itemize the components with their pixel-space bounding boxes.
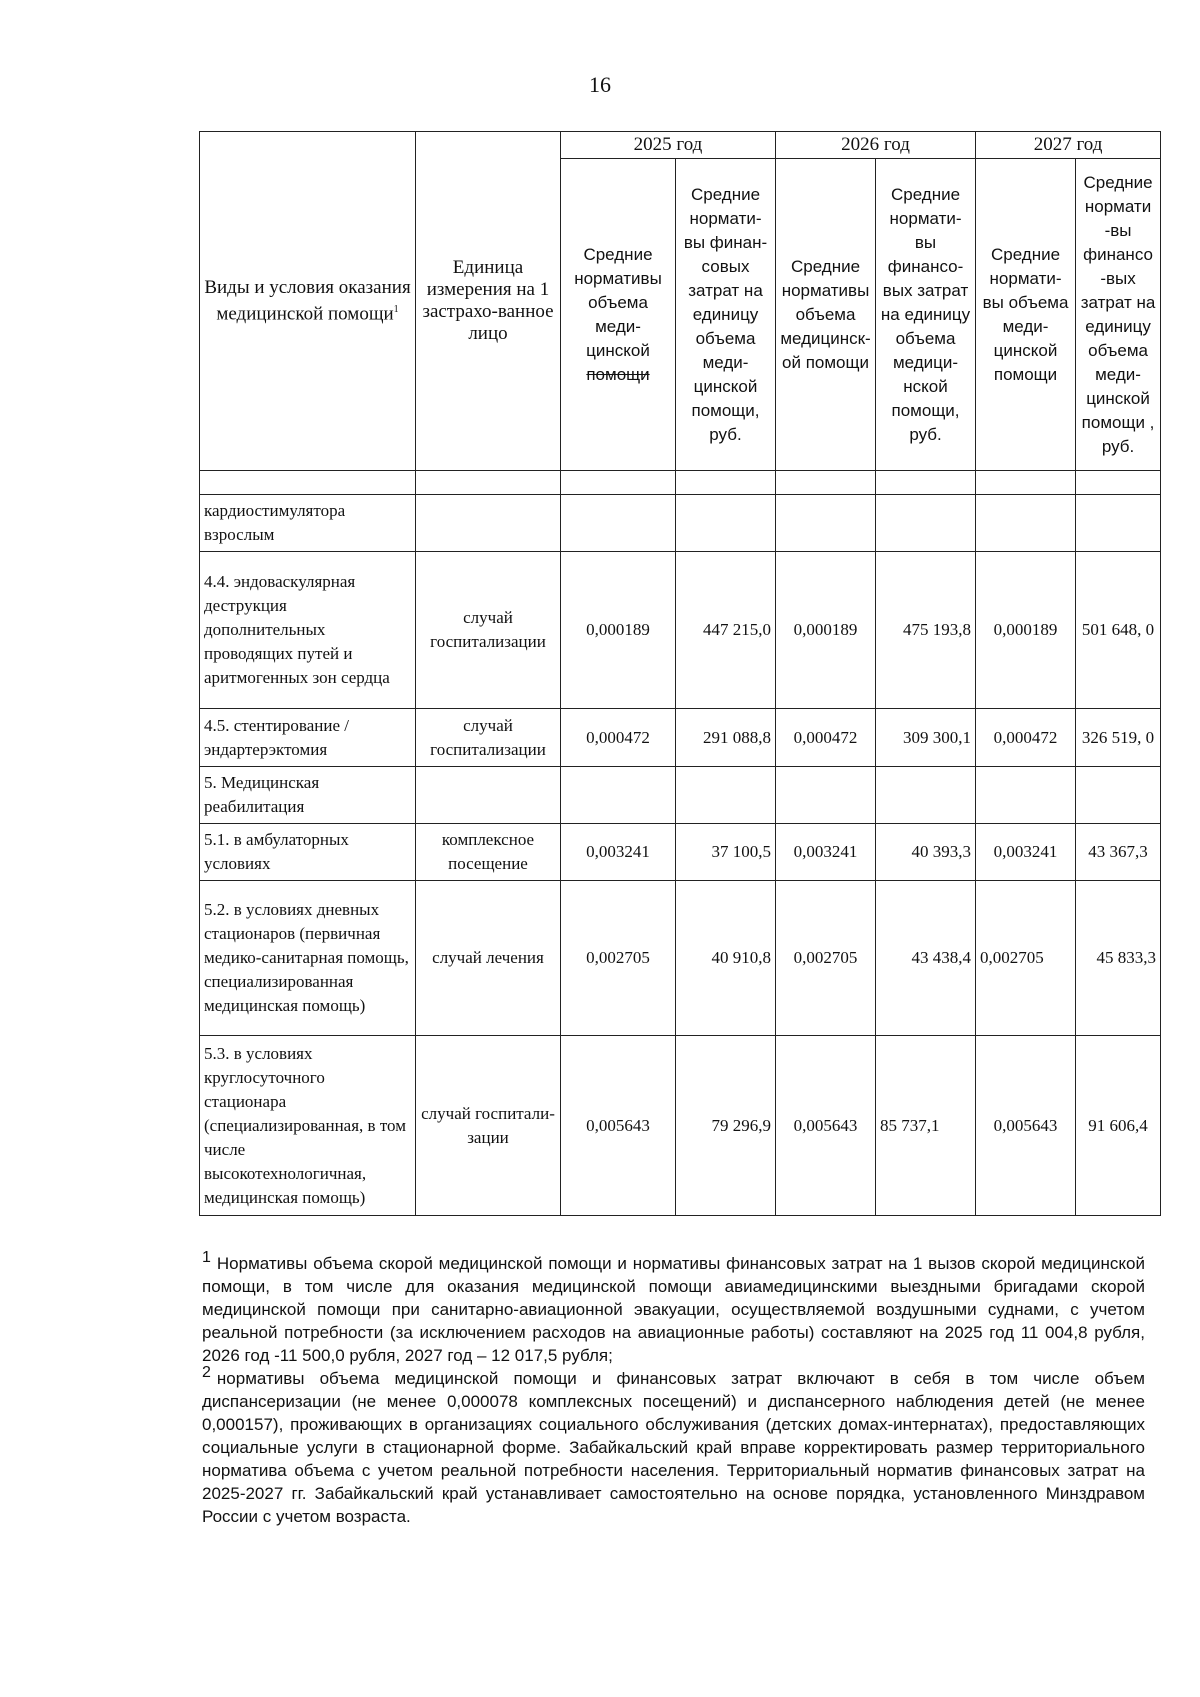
table-row: 5.3. в условиях круглосуточного стационара (специализированная, в том числе высокотехнологичная, медицинская помощь) случай госпитали-зации 0,005643 79 296,9 0,005643 85 737,1 0,005643 91 606,4: [200, 1036, 1161, 1216]
page-number: 16: [589, 72, 611, 97]
header-year-2027: 2027 год: [976, 132, 1161, 159]
norms-table: [199, 131, 1161, 1216]
footnote-1: 1 Нормативы объема скорой медицинской помощи и нормативы финансовых затрат на 1 вызов скорой медицинской помощи, в том числе для оказания медицинской помощи авиамедицинскими выездными бригадами скорой медицинской помощи при санитарно-авиационной эвакуации, осуществляемой воздушными суднами, с учетом реальной потребности (за исключением расходов на авиационные работы) составляют на 2025 год 11 004,8 рубля, 2026 год -11 500,0 рубля, 2027 год – 12 017,5 рубля;: [202, 1249, 1145, 1365]
header-2025-volume: Средние нормативы объема меди-цинской помощи: [561, 159, 676, 471]
table-row: 5.1. в амбулаторных условиях комплексное посещение 0,003241 37 100,5 0,003241 40 393,3 0,003241 43 367,3: [200, 824, 1161, 881]
table-row: 5. Медицинская реабилитация: [200, 767, 1161, 824]
header-2027-volume: Средние нормати-вы объема меди-цинской помощи: [976, 159, 1076, 471]
header-2026-finance: Средние нормати-вы финансо-вых затрат на единицу объема медици-нской помощи, руб.: [876, 159, 976, 471]
header-2025-finance: Средние нормати-вы финан-совых затрат на единицу объема меди-цинской помощи, руб.: [676, 159, 776, 471]
header-col-name: Виды и условия оказания медицинской помощи$^1$: [200, 132, 416, 471]
header-col-unit: Единица измерения на 1 застрахо-ванное лицо: [416, 132, 561, 471]
table-row: 4.5. стентирование / эндартерэктомия случай госпитализации 0,000472 291 088,8 0,000472 309 300,1 0,000472 326 519, 0: [200, 709, 1161, 767]
table-row: 4.4. эндоваскулярная деструкция дополнительных проводящих путей и аритмогенных зон сердца случай госпитализации 0,000189 447 215,0 0,000189 475 193,8 0,000189 501 648, 0: [200, 552, 1161, 709]
header-year-2025: 2025 год: [561, 132, 776, 159]
footnote-2: 2 нормативы объема медицинской помощи и финансовых затрат включают в себя в том числе объем диспансеризации (не менее 0,000078 комплексных посещений) и диспансерного наблюдения детей (не менее 0,000157), проживающих в организациях социального обслуживания (детских домах-интернатах), предоставляющих социальные услуги в стационарной форме. Забайкальский край вправе корректировать размер территориального норматива объема с учетом реальной потребности населения. Территориальный норматив финансовых затрат на 2025-2027 гг. Забайкальский край устанавливает самостоятельно на основе порядка, установленного Минздравом России с учетом возраста.: [202, 1364, 1145, 1526]
table-row: 5.2. в условиях дневных стационаров (первичная медико-санитарная помощь, специализированная медицинская помощь) случай лечения 0,002705 40 910,8 0,002705 43 438,4 0,002705 45 833,3: [200, 881, 1161, 1036]
header-2026-volume: Средние нормативы объема медицинск-ой помощи: [776, 159, 876, 471]
footnotes: [202, 1249, 1145, 1528]
header-2027-finance: Средние нормати -вы финансо -вых затрат на единицу объема меди-цинской помощи , руб.: [1076, 159, 1161, 471]
spacer-row: [200, 471, 1161, 495]
header-year-2026: 2026 год: [776, 132, 976, 159]
table-row: кардиостимулятора взрослым: [200, 495, 1161, 552]
